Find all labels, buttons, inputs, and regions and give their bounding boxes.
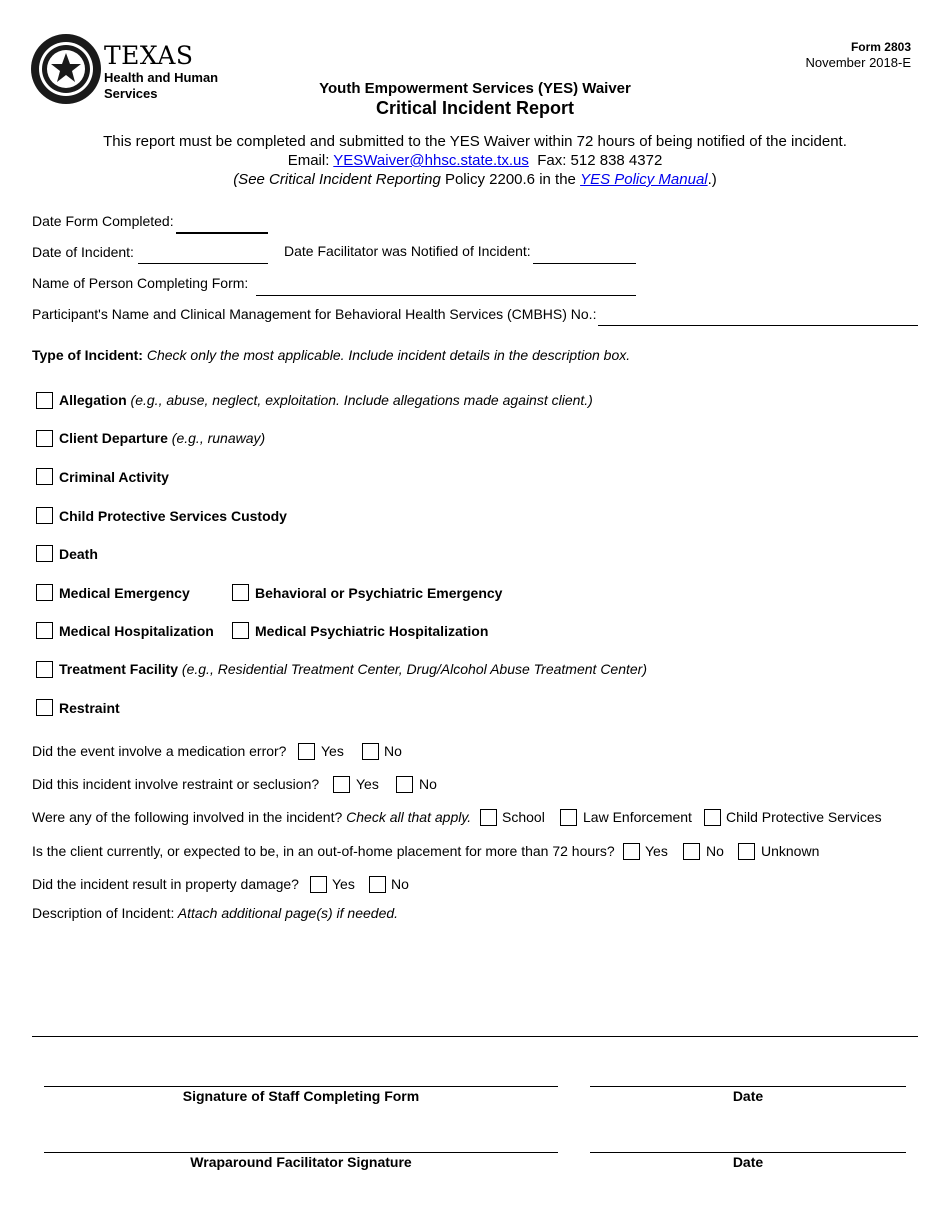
- property-no-label: No: [391, 876, 409, 892]
- behavioral-emergency-checkbox[interactable]: [232, 584, 249, 601]
- restraint-checkbox[interactable]: [36, 699, 53, 716]
- allegation-checkbox[interactable]: [36, 392, 53, 409]
- school-label: School: [502, 809, 545, 825]
- involved-question: Were any of the following involved in the incident? Check all that apply.: [32, 809, 472, 825]
- person-name-field[interactable]: [256, 295, 636, 296]
- contact-line: [0, 152, 950, 169]
- email-link[interactable]: YESWaiver@hhsc.state.tx.us: [333, 152, 529, 169]
- medication-yes-label: Yes: [321, 743, 344, 759]
- placement-yes-label: Yes: [645, 843, 668, 859]
- placement-yes-checkbox[interactable]: [623, 843, 640, 860]
- behavioral-emergency-label: Behavioral or Psychiatric Emergency: [255, 585, 503, 601]
- medical-hospitalization-label: Medical Hospitalization: [59, 623, 214, 639]
- medication-yes-checkbox[interactable]: [298, 743, 315, 760]
- property-yes-checkbox[interactable]: [310, 876, 327, 893]
- cps-involved-checkbox[interactable]: [704, 809, 721, 826]
- date-incident-label: Date of Incident:: [32, 244, 134, 260]
- restraint-yes-checkbox[interactable]: [333, 776, 350, 793]
- description-area[interactable]: [32, 925, 918, 1036]
- cps-involved-label: Child Protective Services: [726, 809, 882, 825]
- death-checkbox[interactable]: [36, 545, 53, 562]
- death-label: Death: [59, 546, 98, 562]
- restraint-no-label: No: [419, 776, 437, 792]
- treatment-facility-checkbox[interactable]: [36, 661, 53, 678]
- treatment-facility-label: Treatment Facility (e.g., Residential Treatment Center, Drug/Alcohol Abuse Treatment Center): [59, 661, 647, 677]
- facilitator-date-label: Date: [732, 1154, 764, 1170]
- staff-signature-line[interactable]: [44, 1086, 558, 1087]
- psych-hospitalization-checkbox[interactable]: [232, 622, 249, 639]
- policy-reference: (See Critical Incident Reporting Policy 2200.6 in the YES Policy Manual.): [233, 171, 717, 188]
- staff-signature-label: Signature of Staff Completing Form: [182, 1088, 420, 1104]
- restraint-label: Restraint: [59, 700, 120, 716]
- form-number: Form 2803: [850, 40, 911, 54]
- restraint-question: Did this incident involve restraint or seclusion?: [32, 776, 320, 792]
- submission-instruction: This report must be completed and submitted to the YES Waiver within 72 hours of being notified of the incident.: [103, 133, 847, 150]
- participant-field[interactable]: [598, 325, 918, 326]
- form-revision-date: November 2018-E: [805, 55, 911, 70]
- client-departure-checkbox[interactable]: [36, 430, 53, 447]
- medical-emergency-label: Medical Emergency: [59, 585, 190, 601]
- policy-manual-link[interactable]: YES Policy Manual: [580, 171, 708, 188]
- form-title: Critical Incident Report: [375, 98, 575, 118]
- medication-question: Did the event involve a medication error?: [32, 743, 287, 759]
- property-yes-label: Yes: [332, 876, 355, 892]
- placement-no-label: No: [706, 843, 724, 859]
- criminal-activity-checkbox[interactable]: [36, 468, 53, 485]
- medical-emergency-checkbox[interactable]: [36, 584, 53, 601]
- placement-question: Is the client currently, or expected to be, in an out-of-home placement for more than 72 hours?: [32, 843, 615, 859]
- facilitator-signature-line[interactable]: [44, 1152, 558, 1153]
- cps-custody-checkbox[interactable]: [36, 507, 53, 524]
- restraint-yes-label: Yes: [356, 776, 379, 792]
- date-completed-label: Date Form Completed:: [32, 213, 174, 229]
- placement-no-checkbox[interactable]: [683, 843, 700, 860]
- fax-number: Fax: 512 838 4372: [537, 152, 663, 169]
- form-subtitle: Youth Empowerment Services (YES) Waiver: [319, 80, 631, 97]
- law-enforcement-checkbox[interactable]: [560, 809, 577, 826]
- facilitator-date-line[interactable]: [590, 1152, 906, 1153]
- person-name-label: Name of Person Completing Form:: [32, 275, 249, 291]
- medical-hospitalization-checkbox[interactable]: [36, 622, 53, 639]
- date-notified-field[interactable]: [533, 263, 636, 264]
- placement-unknown-checkbox[interactable]: [738, 843, 755, 860]
- participant-label: Participant's Name and Clinical Management for Behavioral Health Services (CMBHS) No.:: [32, 306, 597, 322]
- psych-hospitalization-label: Medical Psychiatric Hospitalization: [255, 623, 489, 639]
- logo-texas: TEXAS: [104, 41, 194, 70]
- restraint-no-checkbox[interactable]: [396, 776, 413, 793]
- property-question: Did the incident result in property damage?: [32, 876, 299, 892]
- property-no-checkbox[interactable]: [369, 876, 386, 893]
- school-checkbox[interactable]: [480, 809, 497, 826]
- logo-line-2: Health and Human: [104, 70, 219, 85]
- facilitator-signature-label: Wraparound Facilitator Signature: [190, 1154, 412, 1170]
- medication-no-label: No: [384, 743, 402, 759]
- allegation-label: Allegation (e.g., abuse, neglect, exploitation. Include allegations made against client.): [59, 392, 593, 408]
- incident-type-heading: Type of Incident: Check only the most applicable. Include incident details in the description box.: [32, 347, 631, 363]
- description-bottom-rule: [32, 1036, 918, 1037]
- staff-date-line[interactable]: [590, 1086, 906, 1087]
- placement-unknown-label: Unknown: [761, 843, 820, 859]
- law-enforcement-label: Law Enforcement: [583, 809, 692, 825]
- date-notified-label: Date Facilitator was Notified of Incident:: [284, 243, 531, 259]
- logo-line-3: Services: [104, 86, 158, 101]
- staff-date-label: Date: [732, 1088, 764, 1104]
- criminal-activity-label: Criminal Activity: [59, 469, 169, 485]
- description-label: Description of Incident: Attach additional page(s) if needed.: [32, 905, 399, 921]
- email-label: Email:: [287, 152, 330, 169]
- client-departure-label: Client Departure (e.g., runaway): [59, 430, 266, 446]
- date-completed-field[interactable]: [176, 232, 268, 234]
- medication-no-checkbox[interactable]: [362, 743, 379, 760]
- cps-custody-label: Child Protective Services Custody: [59, 508, 287, 524]
- date-incident-field[interactable]: [138, 263, 268, 264]
